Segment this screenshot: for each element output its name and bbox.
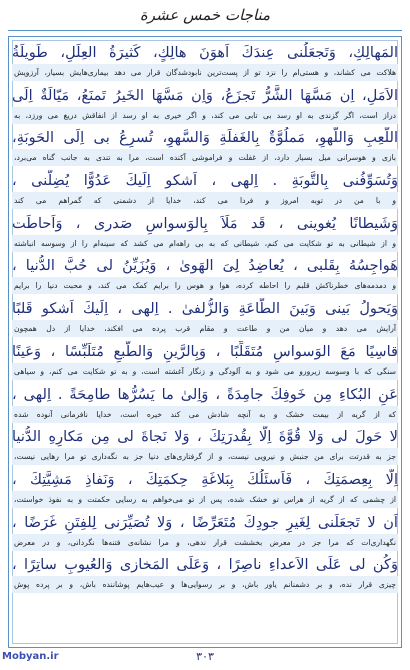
verse-line bbox=[12, 341, 398, 384]
translation-band bbox=[12, 491, 398, 508]
persian-translation: و دمدمه‌های خطرناکش قلبم را احاطه کرده، هوا و هوس را برایم کمک می کند، و محبت دنیا را برایم bbox=[14, 281, 396, 291]
arabic-line: وَيَحولُ بَينى وَبَينَ الطّاعَةِ وَالزُّلفىٰ . اِلهى ، اِلَيكَ اَشكو قَلبًا bbox=[12, 300, 398, 318]
arabic-line: عَنِ البُكاءِ مِن خَوفِكَ جامِدَةً ، وَاِلىٰ ما يَسُرُّها طامِحَةً . اِلهى ، bbox=[12, 385, 398, 403]
persian-translation: جز به قدرتت برای من جنبش و نیرویی نیست، و از گرفتاری‌های دنیا جز به نگه‌داری تو مرا رهایی نیست، bbox=[14, 452, 396, 462]
arabic-line: هَواجِسُهُ بِقَلبى ، يُعاضِدُ لِىَ الهَوىٰ ، وَيُزَيِّنُ لى حُبَّ الدُّنيا ، bbox=[12, 257, 398, 275]
translation-band bbox=[12, 192, 398, 209]
verse-line bbox=[12, 426, 398, 469]
persian-translation: دراز است، اگر گزندی به او رسد بی تابی می کند، و اگر خیری به او رسد از انفاقش دریغ می ورزد، به bbox=[14, 110, 396, 120]
verse-line bbox=[12, 42, 398, 85]
arabic-line: الاَمَلِ، اِن مَسَّهَا الشَّرُّ تَجزَعُ، وَاِن مَسَّهَا الخَيرُ تَمنَعُ، مَيّالَةٌ اِلَى bbox=[12, 86, 398, 104]
arabic-line: قاسِيًا مَعَ الوَسواسِ مُتَقَلِّبًا ، وَبِالرَّينِ وَالطَّبعِ مُتَلَبِّسًا ، وَعَينًا bbox=[12, 342, 398, 360]
verse-line bbox=[12, 554, 398, 597]
translation-band bbox=[12, 64, 398, 81]
arabic-line: المَهالِكِ، وَتَجعَلُنى عِندَكَ اَهوَنَ هالِكٍ، كَثيرَةُ العِلَلِ، طَويلَةُ bbox=[12, 44, 398, 61]
persian-translation: که از گریه از بیمت خشک و به آنچه شادش می کند خیره است، خدایا نافرمانی آنوده شده bbox=[14, 409, 396, 419]
persian-translation: بازی و هوسرانی میل بسیار دارد، از غفلت و فراموشی آکنده است، مرا به تندی به جانب گناه می‌برد، bbox=[14, 153, 396, 163]
persian-translation: و از شیطانی به تو شکایت می کنم، شیطانی که به بی راهه‌ام می کشد که سینه‌ام را از وسوسه انباشته bbox=[14, 238, 396, 248]
verse-line bbox=[12, 298, 398, 341]
verse-line bbox=[12, 255, 398, 298]
prayer-text bbox=[12, 42, 398, 642]
persian-translation: چیزی قرار نده، و بر دشمنانم یاور باش، و بر رسوایی‌ها و عیب‌هایم پوشاننده باش، و بر پرده پوش bbox=[14, 580, 396, 590]
arabic-line: اللَّعِبِ وَاللَّهوِ، مَملُوَّةٌ بِالغَفلَةِ وَالسَّهوِ، تُسرِعُ بى اِلَى الحَوبَةِ، bbox=[12, 129, 398, 147]
page-header bbox=[0, 0, 410, 36]
persian-translation: آرایش می دهد و میان من و طاعت و مقام قرب پرده می افکند، خدایا از دل همچون bbox=[14, 324, 396, 334]
arabic-line: وَشَيطانًا يُغوينى ، قَد مَلَاَ بِالوَسواسِ صَدرى ، وَاَحاطَت bbox=[12, 214, 398, 232]
translation-band bbox=[12, 406, 398, 423]
page-number: ۳۰۳ bbox=[196, 650, 214, 663]
verse-line bbox=[12, 512, 398, 555]
translation-band bbox=[12, 277, 398, 294]
arabic-line: لا حَولَ لى وَلا قُوَّةَ اِلّا بِقُدرَتِكَ ، وَلا نَجاةَ لى مِن مَكارِهِ الدُّنيا bbox=[12, 428, 398, 446]
translation-band bbox=[12, 448, 398, 465]
verse-line bbox=[12, 127, 398, 170]
verse-line bbox=[12, 170, 398, 213]
translation-band bbox=[12, 576, 398, 593]
translation-band bbox=[12, 107, 398, 124]
arabic-line: اِلّا بِعِصمَتِكَ ، فَاَسئَلُكَ بِبَلاغَةِ حِكمَتِكَ ، وَنَفاذِ مَشِيَّتِكَ ، bbox=[12, 470, 398, 488]
verse-line bbox=[12, 469, 398, 512]
translation-band bbox=[12, 235, 398, 252]
site-link[interactable]: Mobyan.ir bbox=[2, 651, 59, 662]
header-divider bbox=[8, 30, 402, 31]
verse-line bbox=[12, 384, 398, 427]
persian-translation: سنگی که با وسوسه زیرورو می شود و به آلودگی و زنگار آغشته است، و به تو شکایت می کنم، و سیاهی bbox=[14, 366, 396, 376]
persian-translation: از چشمی که از گریه از هراس تو خشک شده، پس از تو می‌خواهم به رسایی حکمتت و به نفوذ خواستت، bbox=[14, 494, 396, 504]
arabic-line: وَكُن لى عَلَى الاَعداءِ ناصِرًا ، وَعَلَى المَخازى وَالعُيوبِ ساتِرًا ، bbox=[12, 556, 398, 574]
translation-band bbox=[12, 363, 398, 380]
page-title: مناجات خمس عشرة bbox=[139, 6, 271, 24]
persian-translation: نگهداری‌ات که مرا جز در معرض بخششت قرار ندهی، و مرا نشانه‌ی فتنه‌ها نگردانی، و در معرض bbox=[14, 537, 396, 547]
persian-translation: و با من در توبه امروز و فردا می کند، خدایا از دشمنی که گمراهم می کند bbox=[14, 196, 396, 206]
arabic-line: اَن لا تَجعَلَنى لِغَيرِ جودِكَ مُتَعَرِّضًا ، وَلا تُصَيِّرَنى لِلفِتَنِ غَرَضًا ، bbox=[12, 513, 398, 531]
verse-line bbox=[12, 213, 398, 256]
arabic-line: وَتُسَوِّفُنى بِالتَّوبَةِ . اِلهى ، اَشكو اِلَيكَ عَدُوًّا يُضِلُّنى ، bbox=[12, 172, 398, 190]
translation-band bbox=[12, 534, 398, 551]
persian-translation: هلاکت می کشاند، و هستی‌ام را نزد تو از پست‌ترین نابودشدگان قرار می دهد بیماری‌هایش بسیار، آرزویش bbox=[14, 68, 396, 77]
translation-band bbox=[12, 149, 398, 166]
verse-line bbox=[12, 85, 398, 128]
translation-band bbox=[12, 320, 398, 337]
